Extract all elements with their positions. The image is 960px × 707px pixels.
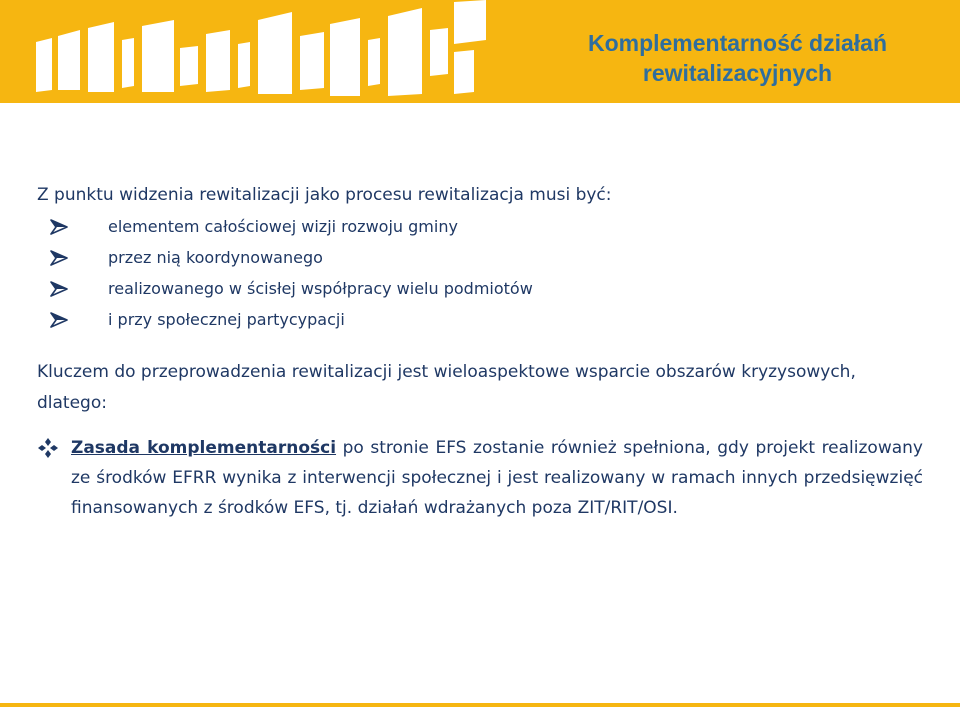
bullet-text: i przy społecznej partycypacji <box>108 310 345 329</box>
page-title <box>520 28 955 88</box>
title-line-2: rewitalizacyjnych <box>642 60 833 86</box>
list-item <box>37 242 927 273</box>
list-item <box>37 211 927 242</box>
bullet-text: realizowanego w ścisłej współpracy wielu podmiotów <box>108 279 533 298</box>
bullet-text: przez nią koordynowanego <box>108 248 323 267</box>
principle-text <box>71 433 923 523</box>
arrow-bullet-icon <box>49 219 69 235</box>
bullet-text: elementem całościowej wizji rozwoju gminy <box>108 217 458 236</box>
diamond-bullet-icon <box>37 437 59 459</box>
intro-text: Z punktu widzenia rewitalizacji jako procesu rewitalizacja musi być: <box>37 185 612 205</box>
key-sentence: Kluczem do przeprowadzenia rewitalizacji jest wieloaspektowe wsparcie obszarów kryzysowych, dlatego: <box>37 362 856 413</box>
list-item <box>37 273 927 304</box>
bullet-list <box>37 211 927 335</box>
logo-icon <box>30 0 500 103</box>
principle-term: Zasada komplementarności <box>71 438 337 458</box>
principle-description: po stronie EFS zostanie również spełniona, gdy projekt realizowany ze środków EFRR wynika z interwencji społecznej i jest realizowany w ramach innych przedsięwzięć finansowanych z środków EFS, tj. działań wdrażanych poza ZIT/RIT/OSI. <box>71 438 923 518</box>
header-band <box>0 0 960 103</box>
title-line-1: Komplementarność działań <box>587 30 888 56</box>
list-item <box>37 304 927 335</box>
arrow-bullet-icon <box>49 250 69 266</box>
slide-content <box>37 180 927 523</box>
principle-block <box>37 433 927 523</box>
arrow-bullet-icon <box>49 281 69 297</box>
bottom-divider <box>0 703 960 707</box>
arrow-bullet-icon <box>49 312 69 328</box>
